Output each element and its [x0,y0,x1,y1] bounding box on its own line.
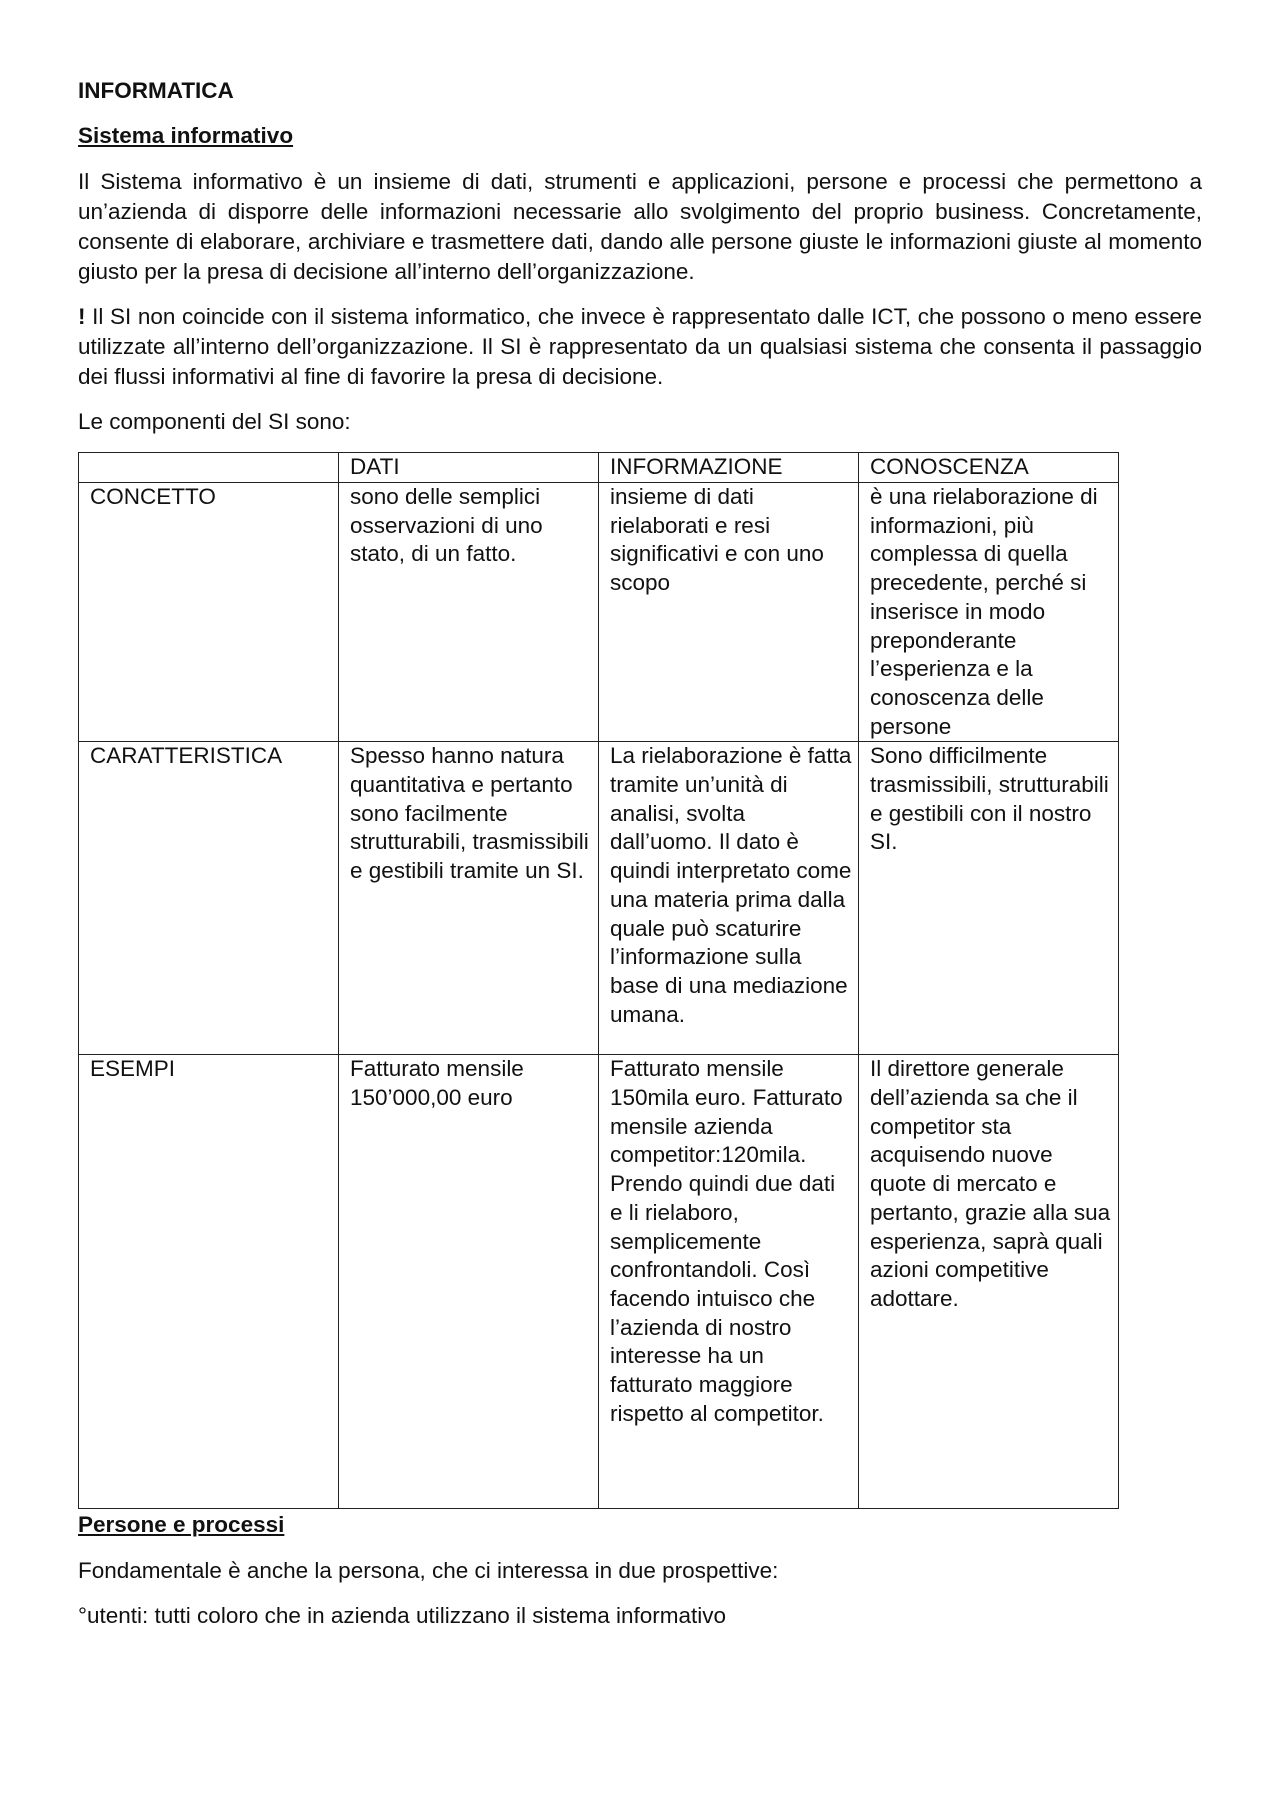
section-heading-sistema-informativo: Sistema informativo [78,123,294,148]
cell-esempi-dati: Fatturato mensile 150’000,00 euro [339,1055,599,1509]
table-header-cell-empty [79,453,339,483]
table-row-concetto [79,483,1119,742]
row-label-concetto: CONCETTO [79,483,339,742]
cell-esempi-informazione: Fatturato mensile 150mila euro. Fatturato mensile azienda competitor:120mila. Prendo quindi due dati e li rielaboro, semplicemente confrontandoli. Così facendo intuisco che l’azienda di nostro interesse ha un fatturato maggiore rispetto al competitor. [599,1055,859,1509]
cell-caratteristica-informazione: La rielaborazione è fatta tramite un’unità di analisi, svolta dall’uomo. Il dato è quindi interpretato come una materia prima dalla quale può scaturire l’informazione sulla base di una mediazione umana. [599,742,859,1055]
components-table [78,452,1119,1509]
persona-paragraph: Fondamentale è anche la persona, che ci interessa in due prospettive: [78,1558,779,1584]
cell-concetto-dati: sono delle semplici osservazioni di uno stato, di un fatto. [339,483,599,742]
definition-paragraph: Il Sistema informativo è un insieme di dati, strumenti e applicazioni, persone e processi che permettono a un’azienda di disporre delle informazioni necessarie allo svolgimento del proprio business. Concretamente, consente di elaborare, archiviare e trasmettere dati, dando alle persone giuste le informazioni giuste al momento giusto per la presa di decisione all’interno dell’organizzazione. [78,169,1202,284]
section-heading-persone-processi: Persone e processi [78,1512,285,1538]
table-row-esempi [79,1055,1119,1509]
row-label-caratteristica: CARATTERISTICA [79,742,339,1055]
cell-concetto-conoscenza: è una rielaborazione di informazioni, più complessa di quella precedente, perché si inserisce in modo preponderante l’esperienza e la conoscenza delle persone [859,483,1119,742]
cell-esempi-conoscenza: Il direttore generale dell’azienda sa che il competitor sta acquisendo nuove quote di mercato e pertanto, grazie alla sua esperienza, saprà quali azioni competitive adottare. [859,1055,1119,1509]
note-text: Il SI non coincide con il sistema informatico, che invece è rappresentato dalle ICT, che possono o meno essere utilizzate all’interno dell’organizzazione. Il SI è rappresentato da un qualsiasi sistema che consenta il passaggio dei flussi informativi al fine di favorire la presa di decisione. [78,304,1202,389]
document-title: INFORMATICA [78,78,234,103]
cell-caratteristica-dati: Spesso hanno natura quantitativa e pertanto sono facilmente strutturabili, trasmissibili e gestibili tramite un SI. [339,742,599,1055]
table-header-dati: DATI [339,453,599,483]
exclamation-mark: ! [78,304,86,329]
table-header-row [79,453,1119,483]
cell-concetto-informazione: insieme di dati rielaborati e resi significativi e con uno scopo [599,483,859,742]
utenti-bullet: °utenti: tutti coloro che in azienda utilizzano il sistema informativo [78,1603,727,1629]
cell-caratteristica-conoscenza: Sono difficilmente trasmissibili, strutturabili e gestibili con il nostro SI. [859,742,1119,1055]
table-row-caratteristica [79,742,1119,1055]
table-header-conoscenza: CONOSCENZA [859,453,1119,483]
components-intro: Le componenti del SI sono: [78,409,351,434]
row-label-esempi: ESEMPI [79,1055,339,1509]
note-paragraph [78,302,1202,392]
table-header-informazione: INFORMAZIONE [599,453,859,483]
